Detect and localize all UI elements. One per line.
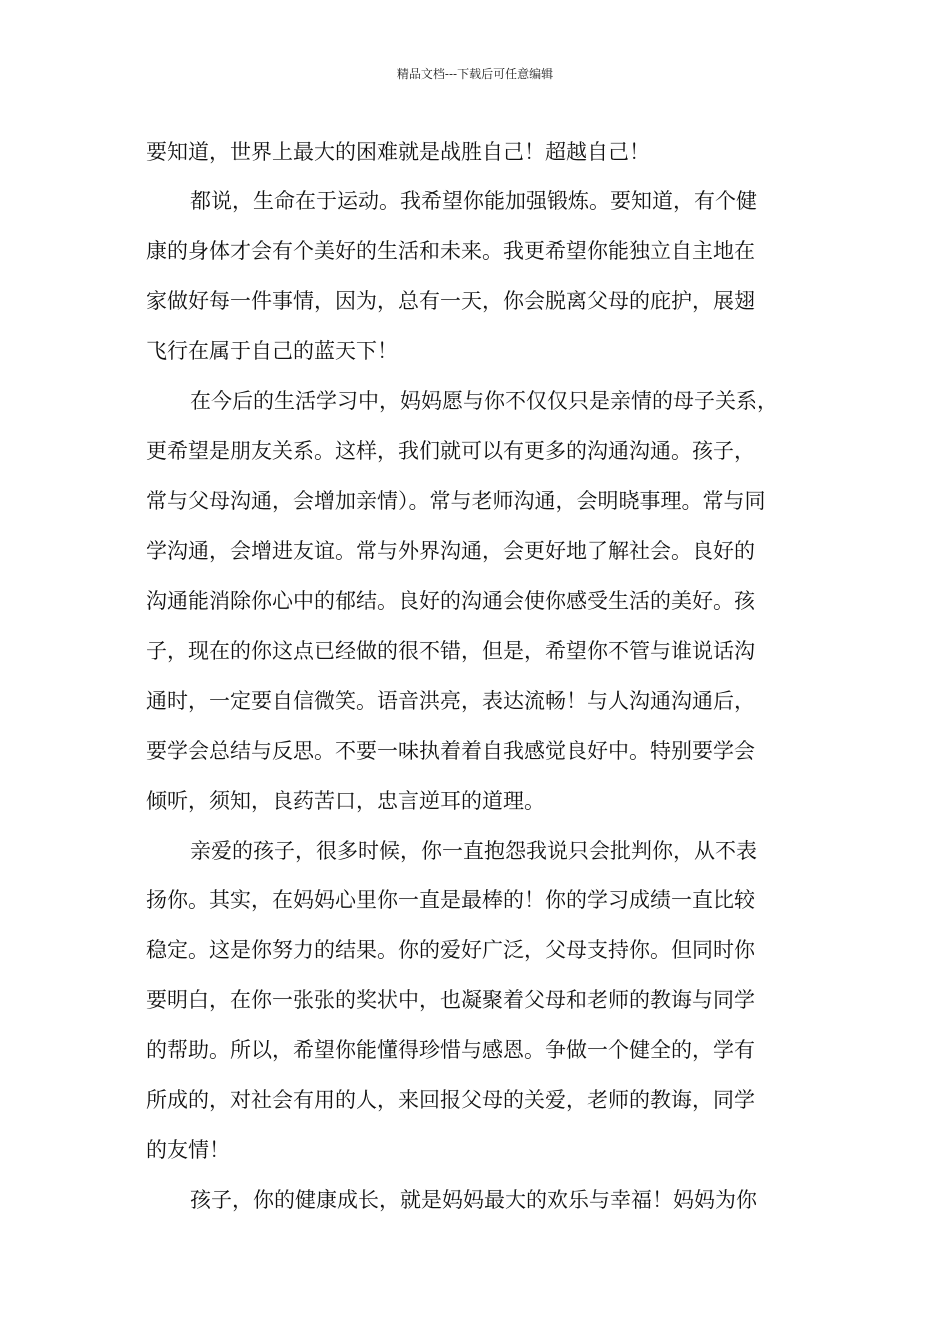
- text-line: 的帮助。所以，希望你能懂得珍惜与感恩。争做一个健全的，学有: [146, 1038, 755, 1062]
- text-line: 子，现在的你这点已经做的很不错，但是，希望你不管与谁说话沟: [146, 639, 755, 663]
- text-line: 所成的，对社会有用的人，来回报父母的关爱，老师的教诲，同学: [146, 1088, 755, 1112]
- text-line: 飞行在属于自己的蓝天下！: [146, 339, 398, 363]
- text-line: 要明白，在你一张张的奖状中，也凝聚着父母和老师的教诲与同学: [146, 988, 755, 1012]
- text-line: 要知道，世界上最大的困难就是战胜自己！超越自己！: [146, 140, 650, 164]
- text-line: 更希望是朋友关系。这样，我们就可以有更多的沟通沟通。孩子，: [146, 439, 755, 463]
- paragraph-first-line: 亲爱的孩子，很多时候，你一直抱怨我说只会批判你，从不表: [190, 839, 757, 863]
- text-line: 康的身体才会有个美好的生活和未来。我更希望你能独立自主地在: [146, 239, 755, 263]
- paragraph-first-line: 都说，生命在于运动。我希望你能加强锻炼。要知道，有个健: [190, 189, 757, 213]
- text-line: 常与父母沟通，会增加亲情）。常与老师沟通，会明晓事理。常与同: [146, 489, 766, 513]
- paragraph-first-line: 孩子，你的健康成长，就是妈妈最大的欢乐与幸福！妈妈为你: [190, 1188, 757, 1212]
- text-line: 要学会总结与反思。不要一味执着着自我感觉良好中。特别要学会: [146, 739, 755, 763]
- text-line: 稳定。这是你努力的结果。你的爱好广泛，父母支持你。但同时你: [146, 938, 755, 962]
- text-line: 扬你。其实，在妈妈心里你一直是最棒的！你的学习成绩一直比较: [146, 888, 755, 912]
- text-line: 学沟通，会增进友谊。常与外界沟通，会更好地了解社会。良好的: [146, 539, 755, 563]
- text-line: 的友情！: [146, 1138, 230, 1162]
- text-line: 倾听，须知，良药苦口，忠言逆耳的道理。: [146, 789, 545, 813]
- paragraph-first-line: 在今后的生活学习中，妈妈愿与你不仅仅只是亲情的母子关系，: [190, 389, 778, 413]
- text-line: 通时，一定要自信微笑。语音洪亮，表达流畅！与人沟通沟通后，: [146, 689, 755, 713]
- text-line: 家做好每一件事情，因为，总有一天，你会脱离父母的庇护，展翅: [146, 289, 755, 313]
- text-line: 沟通能消除你心中的郁结。良好的沟通会使你感受生活的美好。孩: [146, 589, 755, 613]
- page-header: 精品文档---下载后可任意编辑: [396, 67, 554, 81]
